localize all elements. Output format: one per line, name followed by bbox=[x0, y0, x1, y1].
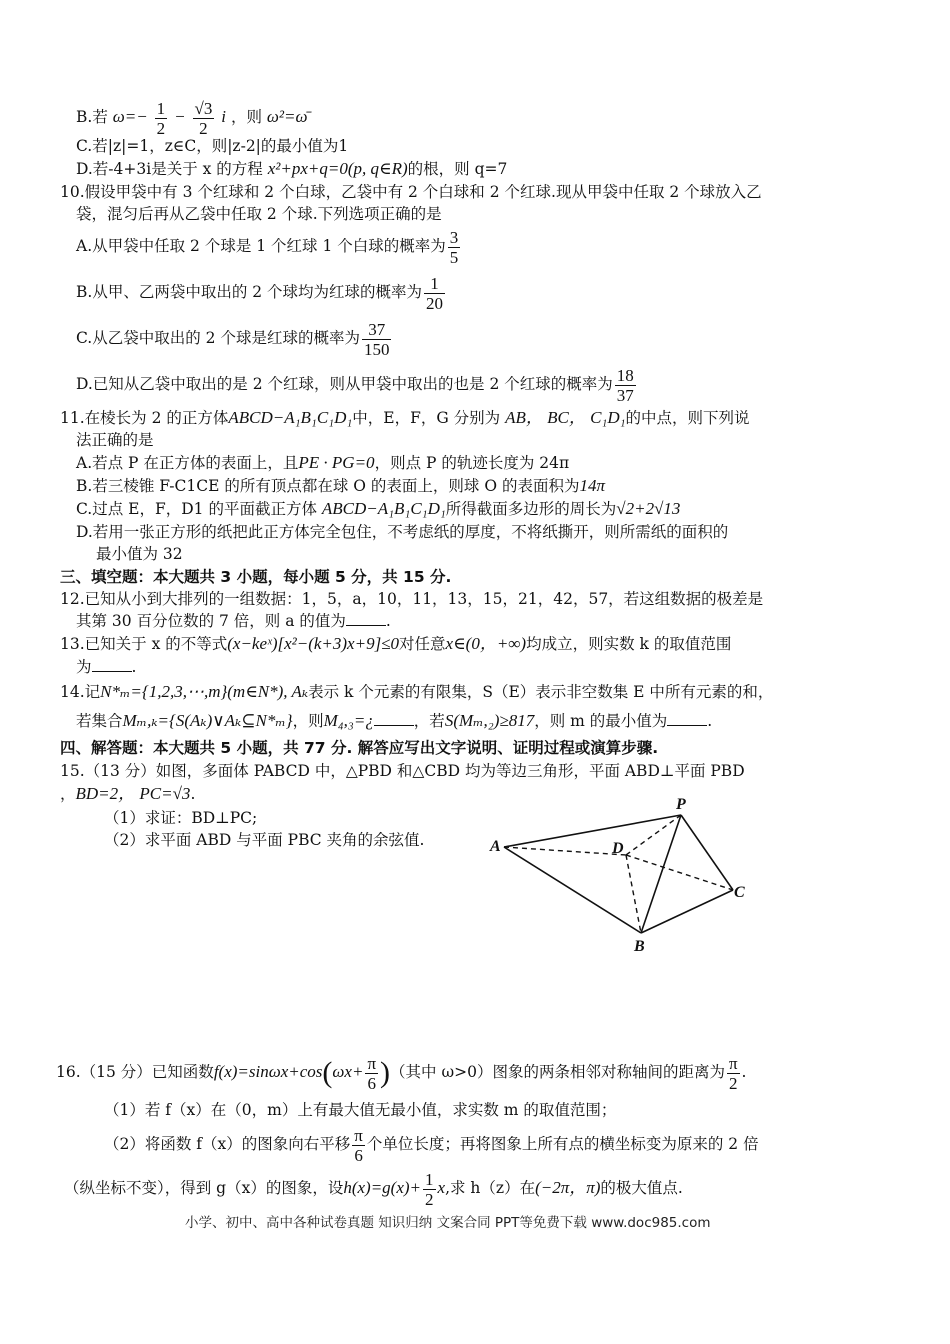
q10-d-frac: $\frac{18}{37}$ bbox=[616, 365, 634, 405]
q15-part1: （1）求证：BD⊥PC; bbox=[104, 809, 258, 827]
q9-d-suffix: 的根，则 q=7 bbox=[407, 160, 508, 178]
q9-b-omega-sq: ω²=ω̄ bbox=[266, 107, 308, 126]
q14-line2: 若集合Mₘ,ₖ={S(Aₖ)∨Aₖ⊆N*ₘ}，则M₄,₃=¿ ，若S(Mₘ,₂)≥817，则 m 的最小值为 . bbox=[76, 711, 713, 730]
vertex-label-c: C bbox=[734, 884, 745, 901]
q14-answer-blank-1 bbox=[374, 711, 414, 726]
q15-polyhedron-figure bbox=[486, 793, 776, 963]
q11-c-cube: ABCD−A₁B₁C₁D₁ bbox=[321, 499, 446, 518]
q13-line2-text: 为 bbox=[76, 658, 92, 676]
q10-option-d bbox=[76, 362, 638, 406]
section-3-heading: 三、填空题：本大题共 3 小题，每小题 5 分，共 15 分. bbox=[60, 568, 452, 586]
q11-stem-line1 bbox=[60, 407, 750, 429]
q14-set-def: N*ₘ={1,2,3,⋯,m}(m∈N*), Aₖ bbox=[100, 682, 309, 701]
q16-x: x bbox=[437, 1178, 446, 1197]
q11-c-mid: 所得截面多边形的周长为 bbox=[445, 500, 617, 518]
q9-b-omega: ω=− bbox=[112, 107, 148, 126]
vertex-label-p: P bbox=[676, 796, 686, 813]
q10-c-frac: $\frac{37}{150}$ bbox=[363, 319, 390, 359]
q9-b-frac1: $\frac{1}{2}$ bbox=[156, 98, 166, 138]
q16-interval: (−2π，π) bbox=[535, 1178, 601, 1197]
q15-lengths: BD=2， PC=√3 bbox=[75, 784, 191, 803]
q10-b-text: B.从甲、乙两袋中取出的 2 个球均为红球的概率为 bbox=[76, 283, 423, 301]
q13-answer-blank bbox=[92, 657, 132, 672]
q10-d-text: D.已知从乙袋中取出的是 2 个红球，则从甲袋中取出的也是 2 个红球的概率为 bbox=[76, 375, 613, 393]
q14-l2-post: ，则 m 的最小值为 bbox=[534, 712, 668, 730]
q9-d-prefix: D.若-4+3i是关于 x 的方程 bbox=[76, 160, 268, 178]
section-4-heading: 四、解答题：本大题共 5 小题，共 77 分. 解答应写出文字说明、证明过程或演算步骤. bbox=[60, 739, 659, 757]
q12-line2-text: 其第 30 百分位数的 7 倍，则 a 的值为 bbox=[76, 612, 346, 630]
q9-b-prefix: B.若 bbox=[76, 108, 113, 126]
q13-line1 bbox=[60, 633, 731, 655]
q14-line1 bbox=[60, 681, 773, 703]
q10-option-b bbox=[76, 270, 447, 314]
q9-b-frac2: $\frac{√3}{2}$ bbox=[194, 98, 213, 138]
q13-post: 均成立，则实数 k 的取值范围 bbox=[526, 635, 732, 653]
q10-b-frac: $\frac{1}{20}$ bbox=[426, 273, 444, 313]
q16-p2-post: 个单位长度；再将图象上所有点的横坐标变为原来的 2 倍 bbox=[366, 1135, 759, 1153]
q11-cube: ABCD−A₁B₁C₁D₁ bbox=[228, 408, 353, 427]
q10-option-c bbox=[76, 316, 393, 360]
q11-option-d-line2: 最小值为 32 bbox=[96, 545, 183, 563]
q14-mid: 表示 k 个元素的有限集，S（E）表示非空数集 E 中所有元素的和， bbox=[308, 683, 774, 701]
q13-mid: 对任意 bbox=[399, 635, 446, 653]
q11-a-vector: PE · PG=0 bbox=[298, 453, 375, 472]
q13-inequality: (x−keˣ)[x²−(k+3)x+9]≤0 bbox=[227, 634, 400, 653]
q9-d-equation: x²+px+q=0(p, q∈R) bbox=[267, 159, 408, 178]
edge-bc bbox=[641, 890, 733, 933]
edge-pb bbox=[641, 815, 681, 933]
q11-option-d-line1: D.若用一张正方形的纸把此正方体完全包住，不考虑纸的厚度，不将纸撕开，则所需纸的面积的 bbox=[76, 523, 729, 541]
q12-line1: 12.已知从小到大排列的一组数据：1，5，a，10，11，13，15，21，42，57，若这组数据的极差是 bbox=[60, 590, 764, 608]
q16-p3-end: 的极大值点. bbox=[600, 1179, 683, 1197]
edge-ad bbox=[504, 847, 626, 855]
q16-function: f(x)=sinωx+cos bbox=[213, 1062, 323, 1081]
q10-a-text: A.从甲袋中任取 2 个球是 1 个红球 1 个白球的概率为 bbox=[76, 237, 446, 255]
q11-option-b bbox=[76, 475, 605, 497]
q15-line1: 15.（13 分）如图，多面体 PABCD 中，△PBD 和△CBD 均为等边三角形，平面 ABD⊥平面 PBD bbox=[60, 762, 745, 780]
q9-b-minus: − bbox=[174, 107, 186, 126]
q10-c-text: C.从乙袋中取出的 2 个球是红球的概率为 bbox=[76, 329, 360, 347]
q10-a-frac: $\frac{3}{5}$ bbox=[449, 227, 459, 267]
q16-pi-over-2: $\frac{\pi}{2}$ bbox=[728, 1053, 738, 1093]
q16-paren-expr: ωx+ bbox=[332, 1062, 364, 1081]
q9-b-mid: ，则 bbox=[230, 108, 267, 126]
q14-set-m: Mₘ,ₖ={S(Aₖ)∨Aₖ⊆N*ₘ} bbox=[122, 711, 293, 730]
page-footer: 小学、初中、高中各种试卷真题 知识归纳 文案合同 PPT等免费下载 www.doc985.com bbox=[185, 1215, 711, 1231]
q14-pre: 14.记 bbox=[60, 683, 101, 701]
q11-edges: AB， BC， C₁D₁ bbox=[505, 408, 626, 427]
q13-interval: x∈(0，+∞) bbox=[445, 634, 527, 653]
vertex-label-d: D bbox=[612, 840, 624, 857]
q11-stem-mid: 中，E，F，G 分别为 bbox=[352, 409, 506, 427]
edge-ap bbox=[504, 815, 681, 847]
edge-ab bbox=[504, 847, 641, 933]
q12-answer-blank bbox=[346, 611, 386, 626]
q15-l2-pre: ， bbox=[60, 785, 76, 803]
q11-c-pre: C.过点 E，F，D1 的平面截正方体 bbox=[76, 500, 322, 518]
q14-sum-condition: S(Mₘ,₂)≥817 bbox=[444, 711, 535, 730]
q16-mid: （其中 ω>0）图象的两条相邻对称轴间的距离为 bbox=[390, 1063, 725, 1081]
q11-stem-line2: 法正确的是 bbox=[76, 431, 154, 449]
q11-a-post: ，则点 P 的轨迹长度为 24π bbox=[374, 454, 570, 472]
q11-a-pre: A.若点 P 在正方体的表面上，且 bbox=[76, 454, 299, 472]
q11-option-c bbox=[76, 498, 680, 520]
q11-stem-pre: 11.在棱长为 2 的正方体 bbox=[60, 409, 229, 427]
q14-m43: M₄,₃=¿ bbox=[323, 711, 374, 730]
edge-dc bbox=[626, 855, 733, 890]
q9-option-b bbox=[76, 94, 307, 140]
q16-p3-pre: （纵坐标不变），得到 g（x）的图象，设 bbox=[64, 1179, 344, 1197]
q16-line1: 16.（15 分）已知函数f(x)=sinωx+cos(ωx+ $\frac{\pi}{6}$ )（其中 ω>0）图象的两条相邻对称轴间的距离为 $\frac{\pi}{2}$ . bbox=[56, 1053, 747, 1093]
q15-part2: （2）求平面 ABD 与平面 PBC 夹角的余弦值. bbox=[104, 831, 425, 849]
q16-pi-over-6: $\frac{\pi}{6}$ bbox=[367, 1053, 377, 1093]
q14-l2-mid2: ，若 bbox=[413, 712, 445, 730]
q11-b-area: 14π bbox=[579, 476, 606, 495]
q14-l2-mid: ，则 bbox=[292, 712, 324, 730]
q10-stem-line2: 袋，混匀后再从乙袋中任取 2 个球.下列选项正确的是 bbox=[76, 205, 442, 223]
q9-option-c: C.若|z|=1，z∈C，则|z-2|的最小值为1 bbox=[76, 137, 349, 155]
q11-stem-post: 的中点，则下列说 bbox=[625, 409, 750, 427]
q15-line2 bbox=[60, 783, 195, 805]
q14-answer-blank-2 bbox=[667, 711, 707, 726]
q15-l2-post: . bbox=[190, 785, 196, 803]
q16-part1: （1）若 f（x）在（0，m）上有最大值无最小值，求实数 m 的取值范围； bbox=[104, 1101, 617, 1119]
q10-stem-line1: 10.假设甲袋中有 3 个红球和 2 个白球，乙袋中有 2 个白球和 2 个红球.现从甲袋中任取 2 个球放入乙 bbox=[60, 183, 762, 201]
q16-end: . bbox=[741, 1063, 747, 1081]
q13-pre: 13.已知关于 x 的不等式 bbox=[60, 635, 228, 653]
q12-line2: 其第 30 百分位数的 7 倍，则 a 的值为 . bbox=[76, 612, 391, 630]
q16-half: $\frac{1}{2}$ bbox=[425, 1169, 434, 1209]
q16-part2-cont bbox=[64, 1166, 683, 1210]
q11-b-pre: B.若三棱锥 F-C1CE 的所有顶点都在球 O 的表面上，则球 O 的表面积为 bbox=[76, 477, 580, 495]
q16-p3-post: ,求 h（z）在 bbox=[445, 1179, 536, 1197]
q10-option-a bbox=[76, 224, 462, 268]
q16-p2-frac: $\frac{\pi}{6}$ bbox=[354, 1125, 363, 1165]
edge-db bbox=[626, 855, 641, 933]
q16-h-def: h(x)=g(x)+ bbox=[343, 1178, 422, 1197]
edge-pc bbox=[681, 815, 733, 890]
q16-pre: 16.（15 分）已知函数 bbox=[56, 1063, 214, 1081]
q11-option-a bbox=[76, 452, 569, 474]
vertex-label-a: A bbox=[490, 838, 501, 855]
q13-line2: 为 . bbox=[76, 658, 137, 676]
q9-option-d bbox=[76, 158, 507, 180]
q16-p2-pre: （2）将函数 f（x）的图象向右平移 bbox=[104, 1135, 351, 1153]
q16-part2 bbox=[104, 1122, 759, 1166]
q11-c-perimeter: √2+2√13 bbox=[616, 499, 681, 518]
edge-dp bbox=[626, 815, 681, 855]
vertex-label-b: B bbox=[634, 938, 645, 955]
q14-l2-pre: 若集合 bbox=[76, 712, 123, 730]
q9-b-i: i bbox=[221, 107, 227, 126]
